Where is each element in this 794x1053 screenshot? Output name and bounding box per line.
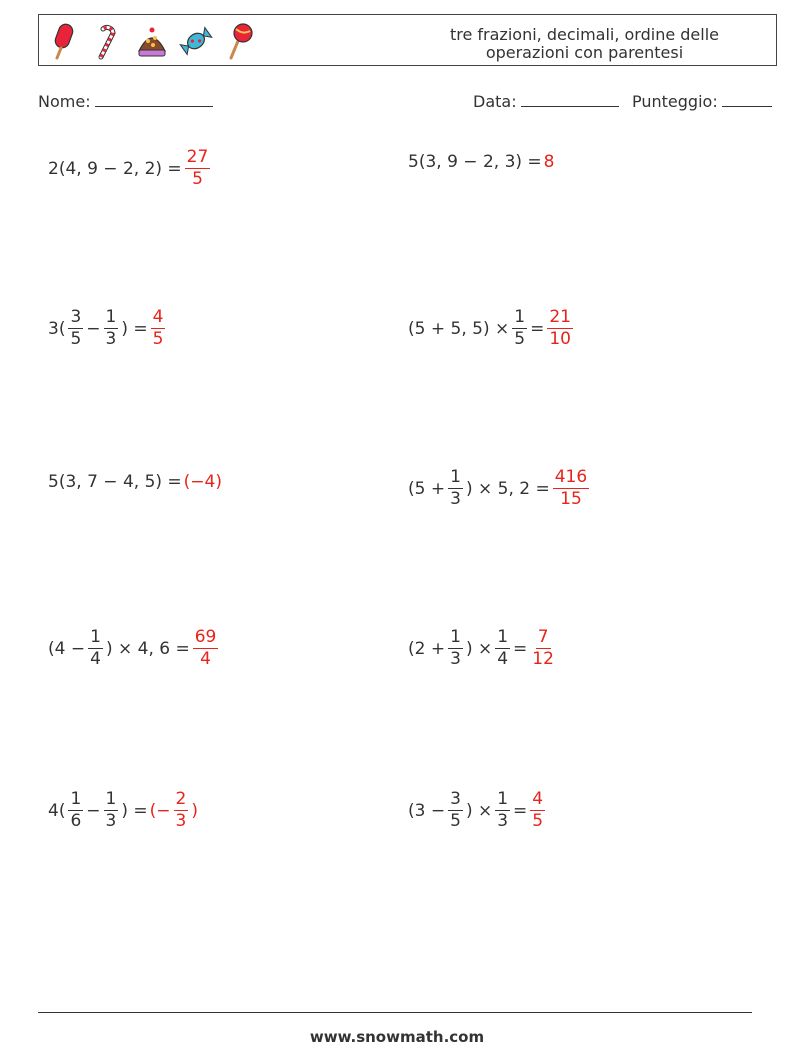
expression-prefix: (2 +: [408, 638, 446, 659]
numerator: 3: [70, 307, 82, 327]
numerator: 1: [90, 627, 101, 647]
denominator: 4: [200, 649, 211, 669]
operator: −: [86, 800, 101, 821]
fraction: [448, 790, 463, 831]
denominator: 12: [532, 649, 554, 669]
problem-7: [47, 628, 220, 669]
expression-prefix: 4(: [48, 800, 66, 821]
denominator: 5: [152, 329, 164, 349]
footer-url[interactable]: www.snowmath.com: [309, 1028, 485, 1046]
answer-fraction: [547, 308, 573, 349]
numerator: 1: [105, 307, 117, 327]
denominator: 3: [497, 811, 509, 831]
worksheet-title: [399, 26, 770, 62]
answer-prefix: (−: [149, 800, 171, 821]
problem-5: [47, 472, 223, 492]
numerator: 27: [186, 147, 209, 167]
cupcake-icon: [135, 21, 169, 61]
popsicle-icon: [47, 21, 81, 61]
denominator: 6: [70, 811, 82, 831]
fraction: [104, 308, 119, 349]
expression-prefix: (5 +: [408, 478, 446, 499]
expression-middle: ) ×: [465, 800, 493, 821]
denominator: 4: [497, 649, 509, 669]
expression-prefix: (3 −: [408, 800, 446, 821]
score-blank[interactable]: [722, 92, 772, 107]
denominator: 10: [549, 329, 571, 349]
equals: =: [513, 638, 528, 659]
answer-fraction: [151, 308, 166, 349]
fraction: [448, 628, 463, 669]
expression: 5(3, 9 − 2, 3) =: [408, 152, 542, 172]
problem-6: [407, 468, 591, 509]
numerator: 1: [497, 789, 509, 809]
denominator: 5: [532, 811, 544, 831]
expression-prefix: 3(: [48, 318, 66, 339]
equals: =: [513, 800, 528, 821]
lollipop-icon: [223, 21, 257, 61]
fraction: [104, 790, 119, 831]
name-field: [38, 92, 213, 111]
denominator: 5: [192, 169, 203, 189]
answer: 8: [543, 152, 555, 172]
numerator: 3: [450, 789, 461, 809]
numerator: 1: [450, 467, 461, 487]
title-line-1: tre frazioni, decimali, ordine delle: [449, 25, 720, 44]
numerator: 416: [554, 467, 588, 487]
numerator: 69: [194, 627, 217, 647]
date-field: [473, 92, 619, 111]
expression-prefix: (5 + 5, 5) ×: [408, 318, 510, 339]
title-line-2: operazioni con parentesi: [485, 43, 684, 62]
denominator: 3: [105, 811, 117, 831]
problem-10: [407, 790, 547, 831]
answer-fraction: [185, 148, 211, 189]
fraction: [495, 790, 510, 831]
equals: =: [530, 318, 545, 339]
fraction: [68, 308, 83, 349]
wrapped-candy-icon: [179, 21, 213, 61]
numerator: 21: [549, 307, 571, 327]
problem-2: [407, 152, 556, 172]
expression-suffix: ) =: [121, 800, 148, 821]
numerator: 1: [70, 789, 82, 809]
fraction: [88, 628, 103, 669]
date-blank[interactable]: [521, 92, 619, 107]
fraction: [448, 468, 463, 509]
answer-fraction: [193, 628, 219, 669]
answer: (−4): [183, 472, 222, 492]
name-label: Nome:: [38, 92, 91, 111]
expression-suffix: ) × 4, 6 =: [105, 638, 190, 659]
denominator: 3: [450, 649, 461, 669]
date-label: Data:: [473, 92, 517, 111]
denominator: 3: [175, 811, 187, 831]
expression: 2(4, 9 − 2, 2) =: [48, 158, 182, 179]
score-field: [632, 92, 772, 111]
expression-suffix: ) × 5, 2 =: [465, 478, 550, 499]
numerator: 4: [532, 789, 544, 809]
fraction: [512, 308, 527, 349]
denominator: 3: [105, 329, 117, 349]
answer-fraction: [553, 468, 589, 509]
problem-1: [47, 148, 212, 189]
answer-fraction: [530, 628, 556, 669]
expression-middle: ) ×: [465, 638, 493, 659]
icon-strip: [47, 21, 257, 61]
footer-divider: [38, 1012, 752, 1013]
denominator: 5: [450, 811, 461, 831]
expression-suffix: ) =: [121, 318, 148, 339]
worksheet-header: [38, 14, 777, 66]
answer-fraction: [174, 790, 189, 831]
name-blank[interactable]: [95, 92, 213, 107]
numerator: 1: [497, 627, 509, 647]
numerator: 7: [537, 627, 549, 647]
candy-cane-icon: [91, 21, 125, 61]
problem-4: [407, 308, 575, 349]
score-label: Punteggio:: [632, 92, 718, 111]
numerator: 1: [450, 627, 461, 647]
fraction: [68, 790, 83, 831]
denominator: 5: [514, 329, 526, 349]
denominator: 15: [560, 489, 582, 509]
numerator: 2: [175, 789, 187, 809]
answer-fraction: [530, 790, 545, 831]
denominator: 3: [450, 489, 461, 509]
numerator: 4: [152, 307, 164, 327]
numerator: 1: [105, 789, 117, 809]
problem-8: [407, 628, 558, 669]
expression-prefix: (4 −: [48, 638, 86, 659]
denominator: 5: [70, 329, 82, 349]
problem-9: [47, 790, 199, 831]
denominator: 4: [90, 649, 101, 669]
problem-3: [47, 308, 167, 349]
operator: −: [86, 318, 101, 339]
numerator: 1: [514, 307, 526, 327]
answer-suffix: ): [191, 800, 198, 821]
fraction: [495, 628, 510, 669]
expression: 5(3, 7 − 4, 5) =: [48, 472, 182, 492]
